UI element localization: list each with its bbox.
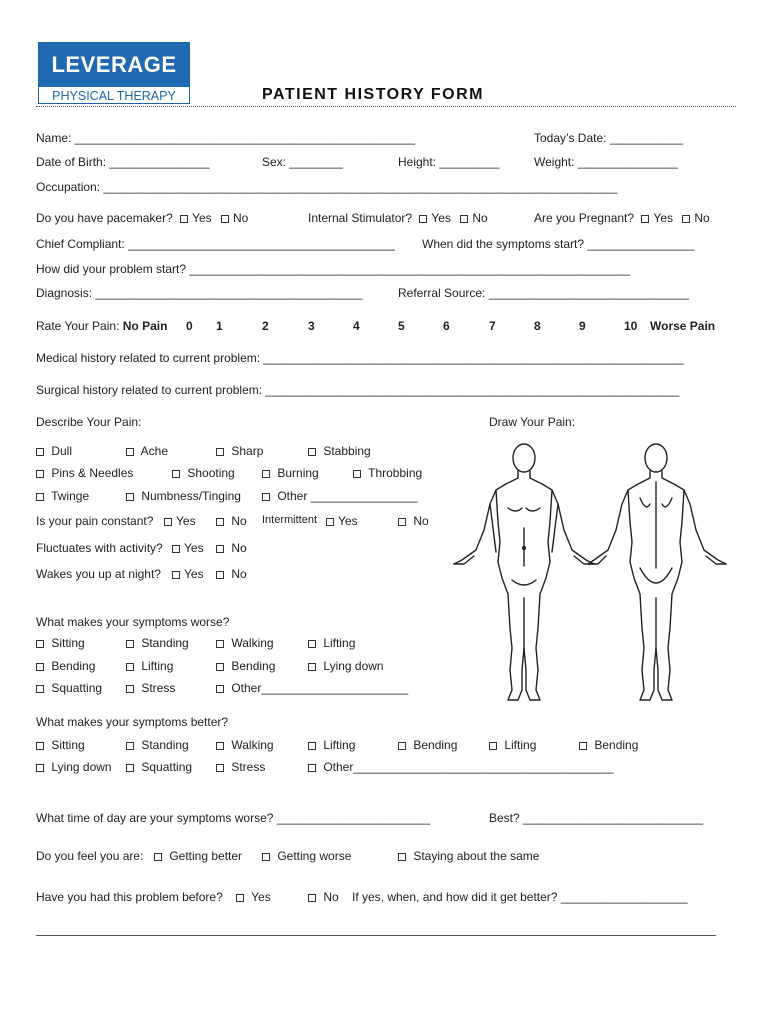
problem-start-field[interactable]: How did your problem start? __________________________________________________________________ bbox=[36, 262, 630, 276]
pain-option-2[interactable]: 2 bbox=[262, 319, 269, 333]
checkbox[interactable] bbox=[262, 493, 270, 501]
pain-other-option[interactable] bbox=[262, 489, 417, 503]
option-label: No bbox=[323, 890, 339, 904]
checkbox[interactable] bbox=[262, 853, 270, 861]
pain-option-6[interactable]: 6 bbox=[443, 319, 450, 333]
checkbox[interactable] bbox=[36, 764, 44, 772]
option-label: Standing bbox=[141, 738, 189, 752]
pregnant-question bbox=[534, 211, 710, 225]
option-label: Lifting bbox=[141, 659, 174, 673]
pain-numbness-option[interactable] bbox=[126, 489, 241, 503]
pain-option-0[interactable]: 0 bbox=[186, 319, 193, 333]
checkbox[interactable] bbox=[308, 663, 316, 671]
checkbox[interactable] bbox=[126, 640, 134, 648]
medical-history-field[interactable]: Medical history related to current problem: _______________________________________________________________ bbox=[36, 351, 684, 365]
checkbox[interactable] bbox=[489, 742, 497, 750]
pacemaker-yes-checkbox[interactable] bbox=[180, 215, 188, 223]
better-standing-option[interactable] bbox=[126, 738, 189, 752]
option-label: Yes bbox=[251, 890, 271, 904]
pain-shooting-option[interactable] bbox=[172, 466, 235, 480]
pain-burning-option[interactable] bbox=[262, 466, 319, 480]
checkbox[interactable] bbox=[216, 663, 224, 671]
option-label: Stress bbox=[231, 760, 266, 774]
before-no-option[interactable] bbox=[308, 890, 339, 904]
checkbox[interactable] bbox=[36, 470, 44, 478]
checkbox[interactable] bbox=[172, 545, 180, 553]
fluctuates-no-option[interactable] bbox=[216, 541, 247, 555]
pacemaker-question bbox=[36, 211, 248, 225]
stimulator-question bbox=[308, 211, 488, 225]
feel-label: Do you feel you are: bbox=[36, 849, 144, 863]
pain-constant-row bbox=[36, 514, 153, 528]
option-label: Lying down bbox=[51, 760, 112, 774]
option-label: Other ________________ bbox=[277, 489, 418, 503]
pregnant-yes-label: Yes bbox=[653, 211, 673, 225]
worse-lifting-option[interactable] bbox=[308, 636, 355, 650]
option-label: Bending bbox=[51, 659, 96, 673]
todays-date-field[interactable]: Today’s Date: ___________ bbox=[534, 131, 684, 145]
dob-field[interactable]: Date of Birth: _______________ bbox=[36, 155, 210, 169]
worse-lying-down-option[interactable] bbox=[308, 659, 384, 673]
diagnosis-field[interactable]: Diagnosis: ________________________________________ bbox=[36, 286, 363, 300]
intermittent-yes-option[interactable] bbox=[326, 514, 358, 528]
checkbox[interactable] bbox=[398, 742, 406, 750]
weight-field[interactable]: Weight: _______________ bbox=[534, 155, 678, 169]
option-label: Shooting bbox=[187, 466, 235, 480]
checkbox[interactable] bbox=[36, 663, 44, 671]
checkbox[interactable] bbox=[326, 518, 334, 526]
occupation-field[interactable]: Occupation: _____________________________________________________________________________ bbox=[36, 180, 618, 194]
checkbox[interactable] bbox=[216, 640, 224, 648]
option-label: Twinge bbox=[51, 489, 90, 503]
checkbox[interactable] bbox=[308, 742, 316, 750]
checkbox[interactable] bbox=[126, 663, 134, 671]
referral-source-field[interactable]: Referral Source: ______________________________ bbox=[398, 286, 689, 300]
option-label: Getting worse bbox=[277, 849, 352, 863]
pain-option-4[interactable]: 4 bbox=[353, 319, 360, 333]
option-label: No bbox=[231, 567, 247, 581]
worse-stress-option[interactable] bbox=[126, 681, 175, 695]
worse-lifting2-option[interactable] bbox=[126, 659, 173, 673]
worse-pain-label: Worse Pain bbox=[650, 319, 716, 333]
option-label: Ache bbox=[140, 444, 169, 458]
checkbox[interactable] bbox=[216, 571, 224, 579]
symptoms-start-field[interactable]: When did the symptoms start? ________________ bbox=[422, 237, 695, 251]
pain-option-5[interactable]: 5 bbox=[398, 319, 405, 333]
option-label: Numbness/Tinging bbox=[141, 489, 241, 503]
no-pain-label: No Pain bbox=[122, 319, 168, 333]
title-divider bbox=[36, 106, 736, 107]
option-label: Sitting bbox=[51, 636, 85, 650]
option-label: No bbox=[231, 514, 247, 528]
checkbox[interactable] bbox=[398, 853, 406, 861]
best-time-field[interactable]: Best? ___________________________ bbox=[489, 811, 704, 825]
checkbox[interactable] bbox=[216, 518, 224, 526]
option-label: Lifting bbox=[323, 636, 356, 650]
wakes-label: Wakes you up at night? bbox=[36, 567, 161, 581]
pain-constant-label: Is your pain constant? bbox=[36, 514, 154, 528]
constant-yes-option[interactable] bbox=[164, 514, 196, 528]
worse-sitting-option[interactable] bbox=[36, 636, 85, 650]
pain-twinge-option[interactable] bbox=[36, 489, 89, 503]
draw-pain-heading: Draw Your Pain: bbox=[489, 415, 576, 429]
better-lifting-option[interactable] bbox=[308, 738, 355, 752]
feel-worse-option[interactable] bbox=[262, 849, 351, 863]
better-walking-option[interactable] bbox=[216, 738, 274, 752]
pacemaker-label: Do you have pacemaker? bbox=[36, 211, 173, 225]
better-stress-option[interactable] bbox=[216, 760, 265, 774]
option-label: Yes bbox=[184, 567, 204, 581]
worse-bending2-option[interactable] bbox=[216, 659, 275, 673]
option-label: Stress bbox=[141, 681, 176, 695]
blank-answer-line[interactable] bbox=[36, 935, 716, 936]
checkbox[interactable] bbox=[236, 894, 244, 902]
option-label: Dull bbox=[51, 444, 73, 458]
worse-bending-option[interactable] bbox=[36, 659, 95, 673]
option-label: Other_______________________________________ bbox=[323, 760, 614, 774]
how-better-field[interactable]: If yes, when, and how did it get better? ___________________ bbox=[352, 890, 688, 904]
pregnant-no-label: No bbox=[694, 211, 710, 225]
stimulator-no-label: No bbox=[472, 211, 488, 225]
worse-other-option[interactable] bbox=[216, 681, 408, 695]
option-label: Getting better bbox=[169, 849, 243, 863]
wakes-yes-option[interactable] bbox=[172, 567, 204, 581]
worse-standing-option[interactable] bbox=[126, 636, 189, 650]
pain-stabbing-option[interactable] bbox=[308, 444, 371, 458]
option-label: Lifting bbox=[504, 738, 537, 752]
stimulator-yes-label: Yes bbox=[431, 211, 451, 225]
checkbox[interactable] bbox=[172, 470, 180, 478]
fluctuates-label: Fluctuates with activity? bbox=[36, 541, 163, 555]
option-label: Other______________________ bbox=[231, 681, 409, 695]
pacemaker-no-label: No bbox=[233, 211, 249, 225]
better-other-option[interactable] bbox=[308, 760, 614, 774]
worse-squatting-option[interactable] bbox=[36, 681, 102, 695]
option-label: Yes bbox=[338, 514, 358, 528]
pain-option-3[interactable]: 3 bbox=[308, 319, 315, 333]
logo-tagline: PHYSICAL THERAPY bbox=[52, 88, 176, 103]
worse-walking-option[interactable] bbox=[216, 636, 274, 650]
option-label: Stabbing bbox=[323, 444, 371, 458]
pain-option-1[interactable]: 1 bbox=[216, 319, 223, 333]
better-lying-down-option[interactable] bbox=[36, 760, 112, 774]
option-label: Walking bbox=[231, 738, 274, 752]
option-label: Bending bbox=[413, 738, 458, 752]
fluctuates-yes-option[interactable] bbox=[172, 541, 204, 555]
option-label: Lying down bbox=[323, 659, 384, 673]
wakes-no-option[interactable] bbox=[216, 567, 247, 581]
better-sitting-option[interactable] bbox=[36, 738, 85, 752]
constant-no-option[interactable] bbox=[216, 514, 247, 528]
pacemaker-yes-label: Yes bbox=[192, 211, 212, 225]
pain-throbbing-option[interactable] bbox=[353, 466, 422, 480]
checkbox[interactable] bbox=[216, 742, 224, 750]
pain-dull-option[interactable] bbox=[36, 444, 72, 458]
worse-heading: What makes your symptoms worse? bbox=[36, 615, 230, 629]
checkbox[interactable] bbox=[262, 470, 270, 478]
logo-wordmark: LEVERAGE bbox=[39, 43, 189, 87]
stimulator-label: Internal Stimulator? bbox=[308, 211, 413, 225]
back-body-figure bbox=[588, 444, 726, 700]
rate-pain-label: Rate Your Pain: bbox=[36, 319, 120, 333]
checkbox[interactable] bbox=[36, 640, 44, 648]
feel-better-option[interactable] bbox=[154, 849, 242, 863]
option-label: Pins & Needles bbox=[51, 466, 134, 480]
checkbox[interactable] bbox=[308, 764, 316, 772]
checkbox[interactable] bbox=[36, 493, 44, 501]
checkbox[interactable] bbox=[398, 518, 406, 526]
better-heading: What makes your symptoms better? bbox=[36, 715, 229, 729]
pregnant-no-checkbox[interactable] bbox=[682, 215, 690, 223]
pacemaker-no-checkbox[interactable] bbox=[221, 215, 229, 223]
option-label: Sharp bbox=[231, 444, 264, 458]
before-yes-option[interactable] bbox=[236, 890, 271, 904]
pain-pins-needles-option[interactable] bbox=[36, 466, 133, 480]
surgical-history-field[interactable]: Surgical history related to current problem: ______________________________________________________________ bbox=[36, 383, 680, 397]
option-label: Bending bbox=[594, 738, 639, 752]
pain-option-8[interactable]: 8 bbox=[534, 319, 541, 333]
pain-scale-label bbox=[36, 319, 167, 333]
checkbox[interactable] bbox=[164, 518, 172, 526]
checkbox[interactable] bbox=[126, 742, 134, 750]
option-label: Yes bbox=[184, 541, 204, 555]
pain-ache-option[interactable] bbox=[126, 444, 168, 458]
company-logo bbox=[38, 42, 190, 104]
checkbox[interactable] bbox=[308, 894, 316, 902]
time-worse-field[interactable]: What time of day are your symptoms worse? _______________________ bbox=[36, 811, 431, 825]
pain-option-9[interactable]: 9 bbox=[579, 319, 586, 333]
chief-complaint-field[interactable]: Chief Compliant: ________________________________________ bbox=[36, 237, 395, 251]
better-bending-option[interactable] bbox=[398, 738, 457, 752]
checkbox[interactable] bbox=[126, 493, 134, 501]
pain-sharp-option[interactable] bbox=[216, 444, 263, 458]
checkbox[interactable] bbox=[216, 685, 224, 693]
option-label: Burning bbox=[277, 466, 319, 480]
height-field[interactable]: Height: _________ bbox=[398, 155, 500, 169]
form-title: PATIENT HISTORY FORM bbox=[262, 86, 485, 103]
checkbox[interactable] bbox=[353, 470, 361, 478]
pain-option-7[interactable]: 7 bbox=[489, 319, 496, 333]
option-label: No bbox=[413, 514, 429, 528]
checkbox[interactable] bbox=[126, 448, 134, 456]
option-label: Throbbing bbox=[368, 466, 423, 480]
checkbox[interactable] bbox=[36, 448, 44, 456]
describe-pain-heading: Describe Your Pain: bbox=[36, 415, 142, 429]
better-squatting-option[interactable] bbox=[126, 760, 192, 774]
option-label: Staying about the same bbox=[413, 849, 540, 863]
checkbox[interactable] bbox=[308, 448, 316, 456]
checkbox[interactable] bbox=[216, 764, 224, 772]
front-body-figure bbox=[454, 444, 594, 700]
before-label: Have you had this problem before? bbox=[36, 890, 223, 904]
checkbox[interactable] bbox=[36, 742, 44, 750]
checkbox[interactable] bbox=[172, 571, 180, 579]
option-label: Sitting bbox=[51, 738, 85, 752]
checkbox[interactable] bbox=[579, 742, 587, 750]
better-bending2-option[interactable] bbox=[579, 738, 638, 752]
checkbox[interactable] bbox=[154, 853, 162, 861]
option-label: Yes bbox=[176, 514, 196, 528]
pregnant-label: Are you Pregnant? bbox=[534, 211, 635, 225]
pain-option-10[interactable]: 10 bbox=[624, 319, 638, 333]
option-label: No bbox=[231, 541, 247, 555]
option-label: Bending bbox=[231, 659, 276, 673]
pregnant-yes-checkbox[interactable] bbox=[641, 215, 649, 223]
option-label: Lifting bbox=[323, 738, 356, 752]
sex-field[interactable]: Sex: ________ bbox=[262, 155, 343, 169]
option-label: Walking bbox=[231, 636, 274, 650]
checkbox[interactable] bbox=[126, 685, 134, 693]
stimulator-no-checkbox[interactable] bbox=[460, 215, 468, 223]
intermittent-no-option[interactable] bbox=[398, 514, 429, 528]
option-label: Squatting bbox=[141, 760, 193, 774]
option-label: Squatting bbox=[51, 681, 103, 695]
checkbox[interactable] bbox=[308, 640, 316, 648]
stimulator-yes-checkbox[interactable] bbox=[419, 215, 427, 223]
checkbox[interactable] bbox=[36, 685, 44, 693]
body-diagram[interactable] bbox=[450, 438, 730, 710]
checkbox[interactable] bbox=[216, 448, 224, 456]
checkbox[interactable] bbox=[126, 764, 134, 772]
option-label: Standing bbox=[141, 636, 189, 650]
intermittent-label: Intermittent bbox=[262, 514, 318, 526]
name-field[interactable]: Name: ___________________________________________________ bbox=[36, 131, 416, 145]
feel-same-option[interactable] bbox=[398, 849, 539, 863]
better-lifting2-option[interactable] bbox=[489, 738, 536, 752]
checkbox[interactable] bbox=[216, 545, 224, 553]
